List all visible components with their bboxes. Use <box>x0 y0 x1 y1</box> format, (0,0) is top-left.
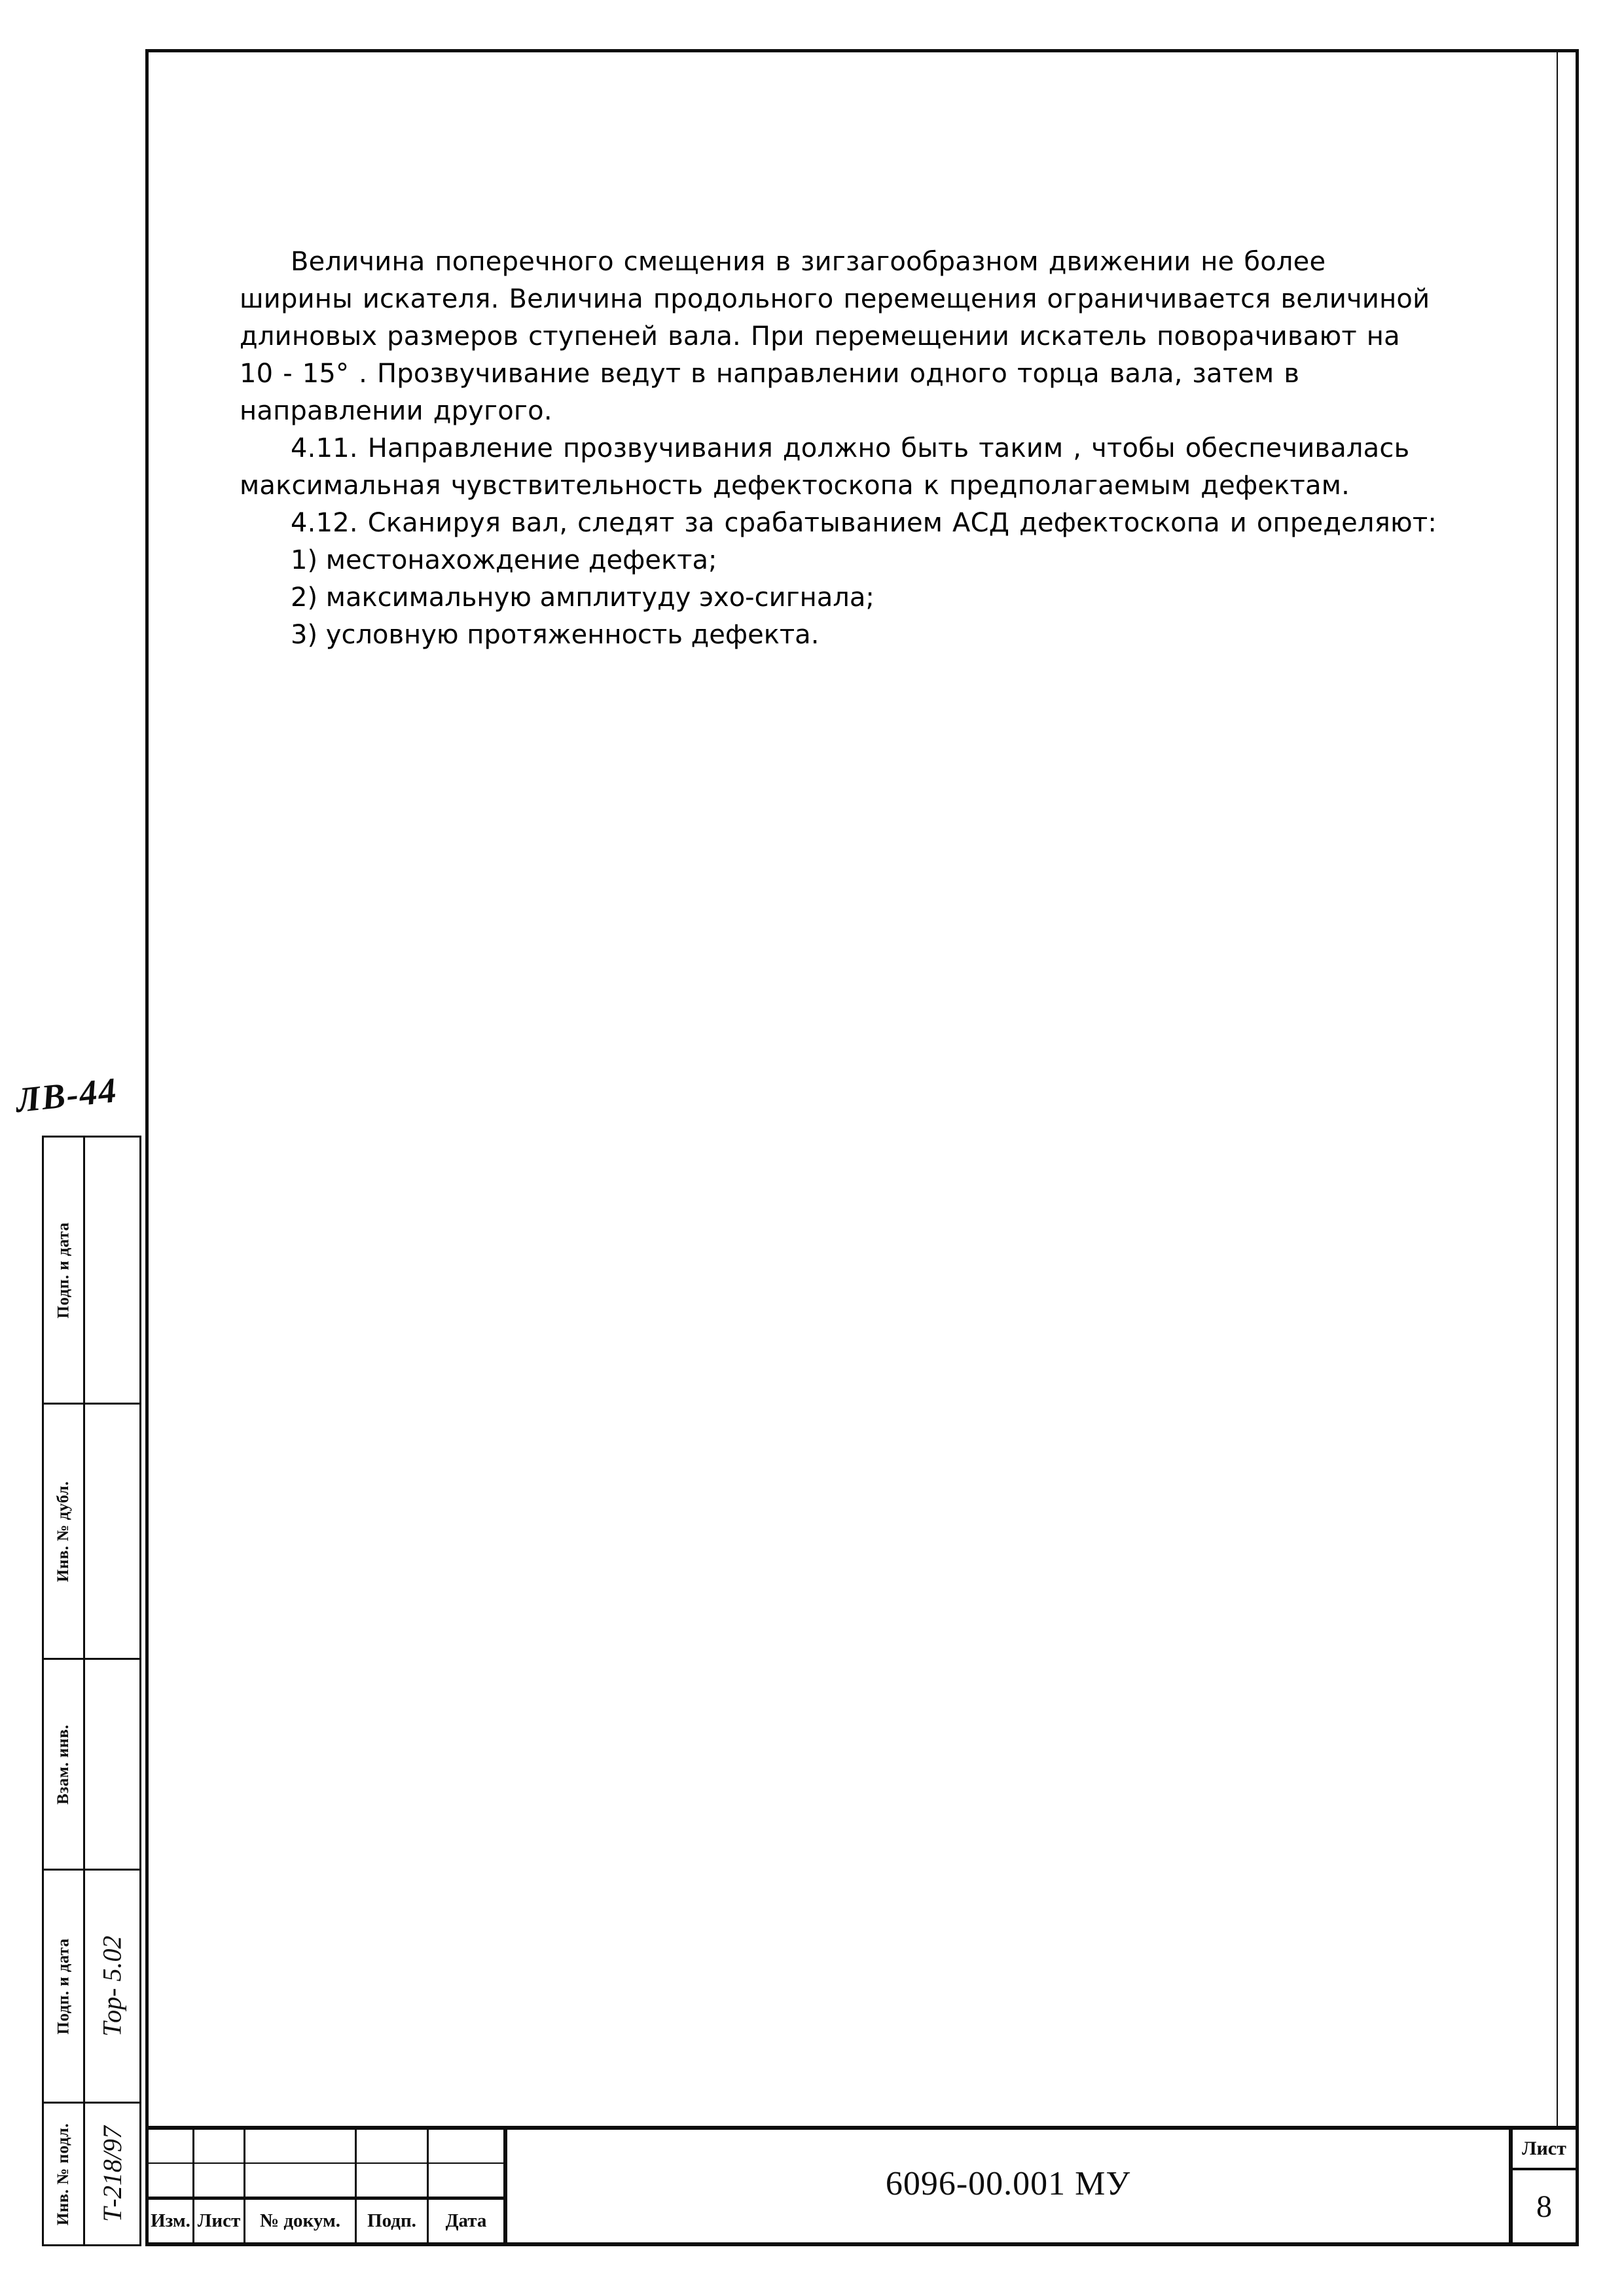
document-code: 6096-00.001 МУ <box>507 2130 1513 2242</box>
list-item: 1) местонахождение дефекта; <box>291 545 717 575</box>
side-stamp-label-cell <box>44 2104 85 2244</box>
rev-cell-doc[interactable] <box>245 2164 357 2197</box>
rev-cell-izm[interactable] <box>149 2164 194 2197</box>
side-stamp-label: Подп. и дата <box>54 1221 73 1319</box>
title-block <box>145 2126 1579 2246</box>
table-row <box>149 2130 503 2164</box>
column-header-list: Лист <box>194 2200 245 2242</box>
column-header-data: Дата <box>445 2210 487 2231</box>
table-header-row <box>149 2200 503 2242</box>
side-stamp-label-cell <box>44 1660 85 1869</box>
side-stamp-row <box>44 1138 139 1405</box>
side-stamp-label-cell <box>44 1405 85 1658</box>
rev-cell-list[interactable] <box>194 2130 245 2162</box>
sheet-number-column <box>1513 2130 1576 2242</box>
rev-cell-podp[interactable] <box>357 2130 429 2162</box>
frame-inner-right-rule <box>1557 49 1558 2189</box>
rev-cell-podp[interactable] <box>357 2164 429 2197</box>
column-header-podp: Подп. <box>357 2200 429 2242</box>
revision-grid <box>149 2130 507 2242</box>
side-stamp-label-cell <box>44 1138 85 1403</box>
side-stamp-value-cell[interactable] <box>85 1871 139 2102</box>
side-stamp-row <box>44 1405 139 1660</box>
list-item: 3) условную протяженность дефекта. <box>291 620 820 650</box>
list-item: 2) максимальную амплитуду эхо-сигнала; <box>291 583 875 613</box>
side-stamp <box>42 1136 141 2246</box>
rev-cell-doc[interactable] <box>245 2130 357 2162</box>
side-stamp-row <box>44 1871 139 2104</box>
side-stamp-value: Тор- 5.02 <box>98 1935 127 2037</box>
paragraph-4-12: 4.12. Сканируя вал, следят за срабатыванием АСД дефектоскопа и определяют: <box>291 508 1437 538</box>
sheet-number: 8 <box>1536 2189 1552 2224</box>
side-stamp-label: Инв. № подл. <box>54 2123 72 2225</box>
table-row <box>149 2164 503 2200</box>
paragraph-4-11: 4.11. Направление прозвучивания должно быть таким , чтобы обеспечивалась максимальная чувствительность дефектоскопа к предполагаемым дефектам. <box>240 433 1410 501</box>
side-stamp-label: Взам. инв. <box>54 1724 72 1804</box>
side-stamp-value-cell[interactable] <box>85 1138 139 1403</box>
side-stamp-value: Т-218/97 <box>98 2126 127 2222</box>
side-stamp-row <box>44 2104 139 2244</box>
side-stamp-value-cell[interactable] <box>85 2104 139 2244</box>
side-stamp-value-cell[interactable] <box>85 1405 139 1658</box>
rev-cell-data[interactable] <box>429 2164 503 2197</box>
rev-cell-izm[interactable] <box>149 2130 194 2162</box>
column-header-doc: № докум. <box>245 2200 357 2242</box>
paragraph-intro: Величина поперечного смещения в зигзагообразном движении не более ширины искателя. Величина продольного перемещения ограничивается величиной длиновых размеров ступеней вала. При перемещении искатель поворачивают на 10 - 15° . Прозвучивание ведут в направлении одного торца вала, затем в направлении другого. <box>240 247 1430 426</box>
document-body <box>240 243 1441 654</box>
side-stamp-label-cell <box>44 1871 85 2102</box>
rev-cell-data[interactable] <box>429 2130 503 2162</box>
column-header-izm: Изм. <box>149 2200 194 2242</box>
rev-cell-list[interactable] <box>194 2164 245 2197</box>
side-stamp-value-cell[interactable] <box>85 1660 139 1869</box>
side-stamp-row <box>44 1660 139 1871</box>
sheet-label: Лист <box>1513 2130 1576 2170</box>
side-stamp-label: Подп. и дата <box>54 1937 73 2035</box>
side-stamp-label: Инв. № дубл. <box>54 1480 73 1582</box>
handwritten-note: ЛВ-44 <box>14 1070 120 1121</box>
